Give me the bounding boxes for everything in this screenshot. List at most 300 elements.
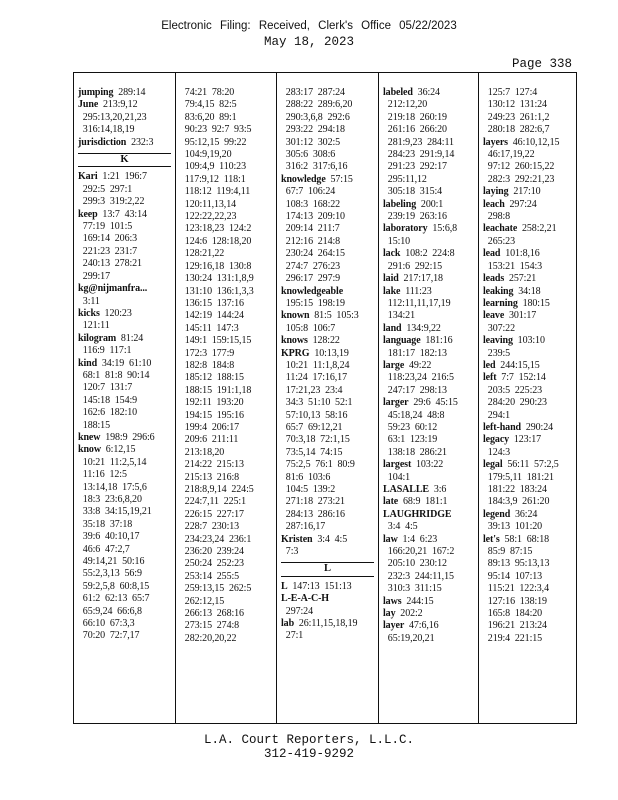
page-line-refs: 122:22,22,23 [180,211,237,223]
page-line-refs: 39:6 40:10,17 [78,531,140,543]
index-term: kind [78,357,98,369]
index-entry [281,124,374,136]
page-line-refs: 34:19 61:10 [101,357,152,369]
index-term: LAUGHRIDGE [383,508,452,520]
page-line-refs: 316:2 317:6,16 [281,161,348,173]
page-line-refs: 118:12 119:4,11 [180,186,251,198]
index-term: laying [483,186,509,198]
index-term: leach [483,198,505,210]
page-line-refs: 165:8 184:20 [483,608,543,620]
page-line-refs: 49:22 [408,359,432,371]
page-line-refs: 138:18 286:21 [383,446,447,458]
index-term: knew [78,431,101,443]
page-line-refs: 291:6 292:15 [383,260,443,272]
court-reporter-phone: 312-419-9292 [263,747,354,761]
index-entry [78,593,171,605]
index-entry [483,273,572,285]
index-entry [180,633,272,645]
index-entry [78,320,171,332]
page-line-refs: 90:23 92:7 93:5 [180,124,252,136]
index-entry [383,360,474,372]
index-entry [383,385,474,397]
index-entry [281,534,374,546]
index-term: labeling [383,198,417,210]
index-entry [78,171,171,183]
index-entry [281,397,374,409]
page-line-refs: 108:3 168:22 [281,198,341,210]
index-entry [78,630,171,642]
page-line-refs: 294:1 [483,409,511,421]
page-line-refs: 89:13 95:13,13 [483,558,550,570]
index-entry [78,382,171,394]
index-entry [383,323,474,335]
index-term: L-E-A-C-H [281,593,329,605]
page-line-refs: 188:15 [78,419,110,431]
page-line-refs: 27:1 [281,630,304,642]
index-entry [180,558,272,570]
page-line-refs: 108:2 224:8 [405,248,455,260]
index-entry [483,596,572,608]
page-line-refs: 221:23 231:7 [78,245,138,257]
index-entry [180,223,272,235]
page-line-refs: 59:23 60:12 [383,421,438,433]
index-entry [180,211,272,223]
index-term: laid [383,273,399,285]
page-line-refs: 13:14,18 17:5,6 [78,481,147,493]
page-line-refs: 10:13,19 [314,347,349,359]
index-entry [78,124,171,136]
page-line-refs: 228:7 230:13 [180,521,240,533]
index-entry [78,618,171,630]
index-entry [180,472,272,484]
index-entry [483,360,572,372]
index-term: leaking [483,285,514,297]
index-entry [78,283,171,295]
page-line-refs: 262:12,15 [180,595,225,607]
page-line-refs: 153:21 154:3 [483,260,543,272]
court-reporter-name: L.A. Court Reporters, L.L.C. [203,733,415,747]
index-term: lay [383,608,396,620]
index-entry [383,596,474,608]
index-entry [483,620,572,632]
page-line-refs: 244:15 [406,595,434,607]
page-line-refs: 295:11,12 [383,173,427,185]
page-line-refs: 192:11 193:20 [180,397,244,409]
page-line-refs: 145:11 147:3 [180,322,239,334]
index-entry [281,496,374,508]
page-line-refs: 247:17 298:13 [383,384,447,396]
page-line-refs: 209:6 211:11 [180,434,239,446]
page-line-refs: 26:11,15,18,19 [298,618,358,630]
index-entry [483,385,572,397]
page-line-refs: 196:21 213:24 [483,620,547,632]
index-entry [78,345,171,357]
index-entry [180,571,272,583]
index-term: leachate [483,223,518,235]
page-line-refs: 265:23 [483,235,515,247]
page-line-refs: 280:18 282:6,7 [483,124,550,136]
index-entry [383,422,474,434]
page-line-refs: 118:23,24 216:5 [383,372,454,384]
index-entry [281,484,374,496]
index-entry [383,608,474,620]
index-entry [78,87,171,99]
page-line-refs: 123:18,23 124:2 [180,223,252,235]
index-entry [383,546,474,558]
index-entry [483,261,572,273]
page-line-refs: 34:3 51:10 52:1 [281,397,353,409]
index-entry [281,310,374,322]
page-line-refs: 198:9 296:6 [105,431,155,443]
page-line-refs: 6:12,15 [105,444,136,456]
page-line-refs: 282:3 292:21,23 [483,173,555,185]
page-line-refs: 117:9,12 118:1 [180,173,246,185]
page-line-refs: 3:4 4:5 [383,521,418,533]
page-line-refs: 288:22 289:6,20 [281,99,353,111]
index-entry [483,583,572,595]
page-line-refs: 97:12 260:15,22 [483,161,555,173]
page-line-refs: 123:17 [513,434,542,446]
page-line-refs: 57:10,13 58:16 [281,409,348,421]
page-line-refs: 128:22 [312,335,340,347]
page-line-refs: 297:24 [509,198,537,210]
page-line-refs: 149:1 159:15,15 [180,335,252,347]
page-line-refs: 81:24 [120,332,144,344]
index-entry [281,137,374,149]
index-entry [281,410,374,422]
index-entry [78,137,171,149]
page-line-refs: 181:17 182:13 [383,347,447,359]
index-entry [281,348,374,360]
page-line-refs: 59:2,5,8 60:8,15 [78,580,150,592]
index-entry [483,459,572,471]
index-entry [383,620,474,632]
index-entry [281,99,374,111]
index-entry [383,472,474,484]
page-line-refs: 70:20 72:7,17 [78,630,140,642]
index-entry [281,509,374,521]
index-term: late [383,496,399,508]
index-entry [78,482,171,494]
index-entry [180,236,272,248]
index-entry [383,484,474,496]
page-line-refs: 200:1 [420,198,444,210]
page-line-refs: 105:8 106:7 [281,322,336,334]
page-line-refs: 284:13 286:16 [281,508,345,520]
index-term: layers [483,136,508,148]
index-entry [383,211,474,223]
index-column-1 [74,73,175,723]
page-line-refs: 11:16 12:5 [78,469,127,481]
index-entry [383,149,474,161]
page-line-refs: 274:7 276:23 [281,260,341,272]
page-line-refs: 29:6 45:15 [413,397,458,409]
index-entry [483,633,572,645]
index-entry [383,248,474,260]
page-line-refs: 218:8,9,14 224:5 [180,484,254,495]
page-line-refs: 232:3 [131,136,154,148]
page-line-refs: 74:21 78:20 [180,87,235,98]
index-entry [180,546,272,558]
index-entry [180,137,272,149]
index-entry [78,209,171,221]
page-line-refs: 46:10,12,15 [512,136,560,148]
index-entry [483,161,572,173]
page-line-refs: 18:3 23:6,8,20 [78,494,142,505]
index-term: KPRG [281,347,310,359]
index-entry [180,496,272,508]
index-entry [483,335,572,347]
index-entry [281,521,374,533]
index-entry [483,422,572,434]
index-entry [180,459,272,471]
index-entry [281,335,374,347]
index-entry [383,397,474,409]
index-entry [281,87,374,99]
index-term: lake [383,285,401,297]
index-entry [483,174,572,186]
page-line-refs: 104:1 [383,471,411,483]
index-entry [281,161,374,173]
page-line-refs: 73:5,14 74:15 [281,446,343,458]
index-entry [383,298,474,310]
page-line-refs: 147:13 151:13 [292,580,352,592]
page-line-refs: 230:24 264:15 [281,248,345,260]
page-line-refs: 182:8 184:8 [180,359,235,371]
index-entry [383,558,474,570]
index-entry [483,608,572,620]
page-line-refs: 81:5 105:3 [314,310,359,322]
page-line-refs: 212:12,20 [383,99,428,111]
index-entry [383,447,474,459]
index-entry [281,581,374,593]
index-entry [180,112,272,124]
page-line-refs: 199:4 206:17 [180,421,240,433]
index-term: kicks [78,307,100,319]
index-entry [281,447,374,459]
index-entry [180,360,272,372]
index-entry [78,506,171,518]
page-line-refs: 61:2 62:13 65:7 [78,593,150,605]
index-term: left-hand [483,421,521,433]
page-line-refs: 15:6,8 [432,223,458,235]
index-column-5 [478,73,576,723]
index-entry [78,494,171,506]
index-term: learning [483,297,518,309]
page-line-refs: 95:12,15 99:22 [180,136,247,148]
page-line-refs: 212:16 214:8 [281,235,341,247]
index-entry [180,521,272,533]
page-line-refs: 236:20 239:24 [180,546,244,558]
index-entry [281,459,374,471]
index-entry [383,261,474,273]
page-line-refs: 162:6 182:10 [78,407,138,419]
page-line-refs: 67:7 106:24 [281,186,336,198]
page-line-refs: 292:5 297:1 [78,183,133,195]
index-entry [383,186,474,198]
index-entry [180,161,272,173]
page-line-refs: 33:8 34:15,19,21 [78,506,152,518]
index-entry [383,459,474,471]
index-entry [281,606,374,618]
index-entry [281,630,374,642]
page-line-refs: 266:13 268:16 [180,608,244,620]
page-line-refs: 301:17 [508,310,537,322]
index-entry [281,211,374,223]
page-line-refs: 13:7 43:14 [102,208,147,220]
page-line-refs: 56:11 57:2,5 [507,459,559,471]
index-term: let's [483,533,500,545]
page-line-refs: 104:5 139:2 [281,484,336,495]
page-line-refs: 142:19 144:24 [180,310,244,322]
index-entry [281,273,374,285]
page-line-refs: 209:14 211:7 [281,223,340,235]
index-entry [281,434,374,446]
page-line-refs: 205:10 230:12 [383,558,447,570]
page-line-refs: 287:16,17 [281,521,326,533]
page-line-refs: 58:1 68:18 [504,533,549,545]
index-entry [281,286,374,298]
page-line-refs: 296:17 297:9 [281,273,341,285]
index-entry [383,310,474,322]
index-entry [180,323,272,335]
index-entry [483,112,572,124]
index-entry [78,606,171,618]
index-entry [483,509,572,521]
index-term: known [281,310,310,322]
page-line-refs: 213:9,12 [102,99,138,111]
index-entry [78,271,171,283]
index-entry [78,407,171,419]
index-entry [483,124,572,136]
index-entry [281,472,374,484]
index-term: knowledge [281,173,326,185]
index-entry [78,246,171,258]
index-entry [180,186,272,198]
index-entry [78,358,171,370]
index-term: L [281,580,288,592]
page-line-refs: 184:3,9 261:20 [483,496,550,508]
index-entry [78,370,171,382]
page-line-refs: 215:13 216:8 [180,471,240,483]
index-entry [383,633,474,645]
index-entry [281,174,374,186]
index-entry [180,199,272,211]
index-entry [180,608,272,620]
index-term: land [383,322,402,334]
index-entry [383,496,474,508]
page-line-refs: 10:21 11:2,5,14 [78,456,147,468]
page-line-refs: 112:11,11,17,19 [383,297,451,309]
page-line-refs: 316:14,18,19 [78,124,135,136]
index-entry [483,434,572,446]
index-entry [78,395,171,407]
page-line-refs: 70:3,18 72:1,15 [281,434,350,446]
index-entry [78,99,171,111]
index-entry [180,261,272,273]
index-term: larger [383,397,409,409]
index-entry [483,186,572,198]
index-term: LASALLE [383,484,429,495]
index-term: jumping [78,87,114,98]
index-term: kg@nijmanfra... [78,283,148,295]
index-term: laboratory [383,223,428,235]
index-entry [78,444,171,456]
page-line-refs: 36:24 [417,87,440,98]
index-column-2 [175,73,276,723]
index-entry [180,583,272,595]
page-line-refs: 202:2 [400,608,423,620]
index-term: labeled [383,87,413,98]
page-line-refs: 305:18 315:4 [383,186,443,198]
page-line-refs: 129:16,18 130:8 [180,260,252,272]
index-entry [383,273,474,285]
index-entry [383,583,474,595]
page-line-refs: 253:14 255:5 [180,570,240,582]
index-entry [78,531,171,543]
page-line-refs: 115:21 122:3,4 [483,583,549,595]
page-line-refs: 130:12 131:24 [483,99,547,111]
page-line-refs: 124:6 128:18,20 [180,235,252,247]
index-entry [180,248,272,260]
index-term: leave [483,310,505,322]
page-line-refs: 282:20,20,22 [180,632,237,644]
page-line-refs: 169:14 206:3 [78,233,138,245]
page-line-refs: 35:18 37:18 [78,518,133,530]
section-letter-heading: L [281,562,374,576]
index-entry [180,410,272,422]
index-entry [483,223,572,235]
index-entry [281,199,374,211]
index-entry [383,137,474,149]
index-entry [281,372,374,384]
index-entry [483,372,572,384]
index-entry [180,286,272,298]
index-term: large [383,359,405,371]
index-term: legend [483,508,511,520]
index-entry [483,211,572,223]
page-line-refs: 17:21,23 23:4 [281,384,343,396]
index-entry [281,261,374,273]
index-column-3 [276,73,378,723]
index-entry [78,457,171,469]
page-line-refs: 134:21 [383,310,415,322]
index-entry [383,410,474,422]
page-line-refs: 68:1 81:8 90:14 [78,369,150,381]
page-line-refs: 232:3 244:11,15 [383,570,454,582]
page-line-refs: 116:9 117:1 [78,345,132,357]
page-line-refs: 185:12 188:15 [180,372,244,384]
index-entry [180,434,272,446]
index-entry [78,308,171,320]
index-term: kilogram [78,332,117,344]
page-line-refs: 234:23,24 236:1 [180,533,252,545]
index-term: Kristen [281,533,313,545]
index-entry [180,620,272,632]
page-line-refs: 79:4,15 82:5 [180,99,237,111]
page-line-refs: 305:6 308:6 [281,149,336,161]
index-term: leaving [483,335,513,347]
page-line-refs: 261:16 266:20 [383,124,447,136]
index-entry [180,509,272,521]
index-entry [383,161,474,173]
index-entry [483,310,572,322]
index-entry [180,335,272,347]
index-term: knowledgeable [281,285,344,297]
page-line-refs: 301:12 302:5 [281,136,341,148]
page-line-refs: 1:4 6:23 [402,533,438,545]
page-line-refs: 299:3 319:2,22 [78,196,145,208]
